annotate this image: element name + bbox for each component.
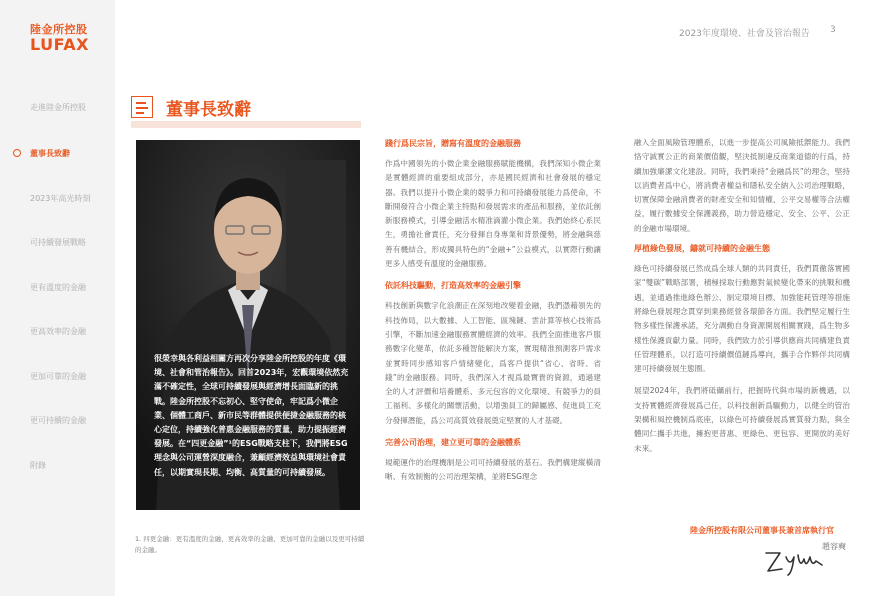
sidebar-item-efficient-finance[interactable]: 更高效率的金融 <box>30 327 86 336</box>
paragraph-governance: 規範運作的治理機制是公司可持續發展的基石。我們構建縱橫清晰、有效制衡的公司治理架構，並將ESG理念 <box>385 458 601 482</box>
sidebar-item-chairman-statement[interactable]: 董事長致辭 <box>30 149 70 158</box>
sidebar-item-highlights[interactable]: 2023年高光時刻 <box>30 194 91 203</box>
sidebar-item-strategy[interactable]: 可持續發展戰略 <box>30 238 86 247</box>
signatory-name: 趙容奭 <box>822 542 846 551</box>
active-indicator-icon <box>13 149 21 157</box>
sidebar-item-reliable-finance[interactable]: 更加可靠的金融 <box>30 372 86 381</box>
section-title-underline <box>131 121 361 128</box>
paragraph-warm-finance: 作爲中國領先的小微企業金融服務賦能機構，我們深知小微企業是實體經濟的重要組成部分，亦是國民經濟和社會發展的穩定器。我們以提升小微企業的競爭力和可持續發展能力爲使命，不斷開發符合小微企業主特點和發展需求的產品和服務，並依託創新服務模式，引導金融活水精准滴灌小微企業。我們始終心系民生，勇擔社會責任，充分發揮自身專業和背景優勢，將金融與慈善有機結合，形成獨具特色的“金融+”公益模式，以實際行動讓更多人感受有溫度的金融服務。 <box>385 159 601 269</box>
paragraph-tech-finance: 科技創新與數字化浪潮正在深刻地改變着金融，我們憑藉領先的科技佈局，以大數據、人工智能、區塊鏈、雲計算等核心技術爲引擎，不斷加速金融服務實體經濟的效率。我們全面推進客戶服務數字化變革，依託多種智能解決方案，實現精准預測客戶需求並實時同步感知客戶情緒變化，爲客戶提供“省心、省時、省錢”的金融服務。同時，我們深入才視爲最寶貴的資源，通過建全的人才評價和培養體系、多元包容的文化環境、有競爭力的員工福利、多樣化的關懷活動，以增強員工的歸屬感、促進員工充分發揮潛能，爲公司高質效發展奠定堅實的人才基礎。 <box>385 301 601 425</box>
sidebar-item-sustainable-finance[interactable]: 更可持續的金融 <box>30 416 86 425</box>
document-icon <box>131 96 153 118</box>
brand-name-cn: 陸金所控股 <box>30 23 88 36</box>
text-column-2 <box>634 136 850 458</box>
brand-logo[interactable] <box>30 24 89 54</box>
report-title: 2023年度環境、社會及管治報告 <box>679 29 810 39</box>
sidebar-item-warm-finance[interactable]: 更有溫度的金融 <box>30 283 86 292</box>
brand-name-en: LUFAX <box>30 35 89 54</box>
subheading-green-development: 厚植綠色發展，鑄就可持續的金融生態 <box>634 244 770 254</box>
paragraph-outlook: 展望2024年，我們將砥礪前行，把握時代與市場的新機遇，以支持實體經濟發展爲己任，以科技創新爲驅動力，以健全的管治架構和風控機制爲底座，以綠色可持續發展爲實質發力點，與全體同仁攜手共進，擁抱更普惠、更綠色、更包容、更開放的美好未來。 <box>634 386 850 453</box>
signatory-organization: 陸金所控股有限公司董事長兼首席執行官 <box>690 526 834 535</box>
chairman-quote-caption: 很榮幸與各利益相關方再次分享陸金所控股的年度《環境、社會和管治報告》。回首2023年，宏觀環境依然充滿不確定性，全球可持續發展與經濟增長面臨新的挑戰。陸金所控股不忘初心、堅守使命，牢記爲小微企業、個體工商戶、新市民等群體提供便捷金融服務的核心定位，持續強化普惠金融服務的質量，助力提振經濟發展。在“四更金融”¹的ESG戰略支柱下，我們將ESG理念與公司運營深度融合，兼顧經濟效益與環境社會責任，以期實現長期、均衡、高質量的可持續發展。 <box>154 354 349 477</box>
handwritten-signature <box>764 545 824 581</box>
page-number: 3 <box>830 25 836 35</box>
section-title: 董事長致辭 <box>166 100 251 120</box>
subheading-warm-finance: 踐行爲民宗旨，贈寫有溫度的金融服務 <box>385 139 521 148</box>
sidebar <box>0 0 115 596</box>
subheading-governance: 完善公司治理，建立更可靠的金融體系 <box>385 438 521 448</box>
paragraph-governance-cont: 融入全面風險管理體系，以進一步提高公司風險抵禦能力。我們恪守誠實公正的商業價值觀，堅決抵制違反商業道德的行爲，持續加強廉潔文化建設。同時，我們秉持“金融爲民”的理念，堅持以消費者爲中心，將消費者權益和隱私安全納入公司治理戰略，切實保障金融消費者的財產安全和知情權、公平交易權等合法權益，履行數據安全保護義務，助力營造穩定、安全、公平、公正的金融市場環境。 <box>634 138 850 233</box>
text-column-1 <box>385 137 601 487</box>
footnote: 1. 四更金融：更有溫度的金融、更高效率的金融、更加可靠的金融以及更可持續的金融。 <box>135 535 365 554</box>
sidebar-item-appendix[interactable]: 附錄 <box>30 461 46 470</box>
sidebar-item-about[interactable]: 走進陸金所控股 <box>30 103 86 112</box>
subheading-tech-finance: 依託科技驅動，打造高效率的金融引擎 <box>385 281 521 291</box>
paragraph-green-development: 綠色可持續發展已然成爲全球人類的共同責任，我們貫徹落實國家“雙碳”戰略部署，積極採取行動應對氣候變化帶來的挑戰和機遇，並通過推進綠色辦公、制定環境目標、加強能耗管理等措施將綠色發展理念貫穿到業務經營各環節各方面。我們堅定履行生物多樣性保護承諾，充分調動自身資源開展相關實踐，爲生物多樣性保護貢獻力量。同時，我們致力於引導供應商共同構建負責任管理體系，以打造可持續價值鏈爲導向，攜手合作夥伴共同構建可持續發展生態圈。 <box>634 264 850 374</box>
